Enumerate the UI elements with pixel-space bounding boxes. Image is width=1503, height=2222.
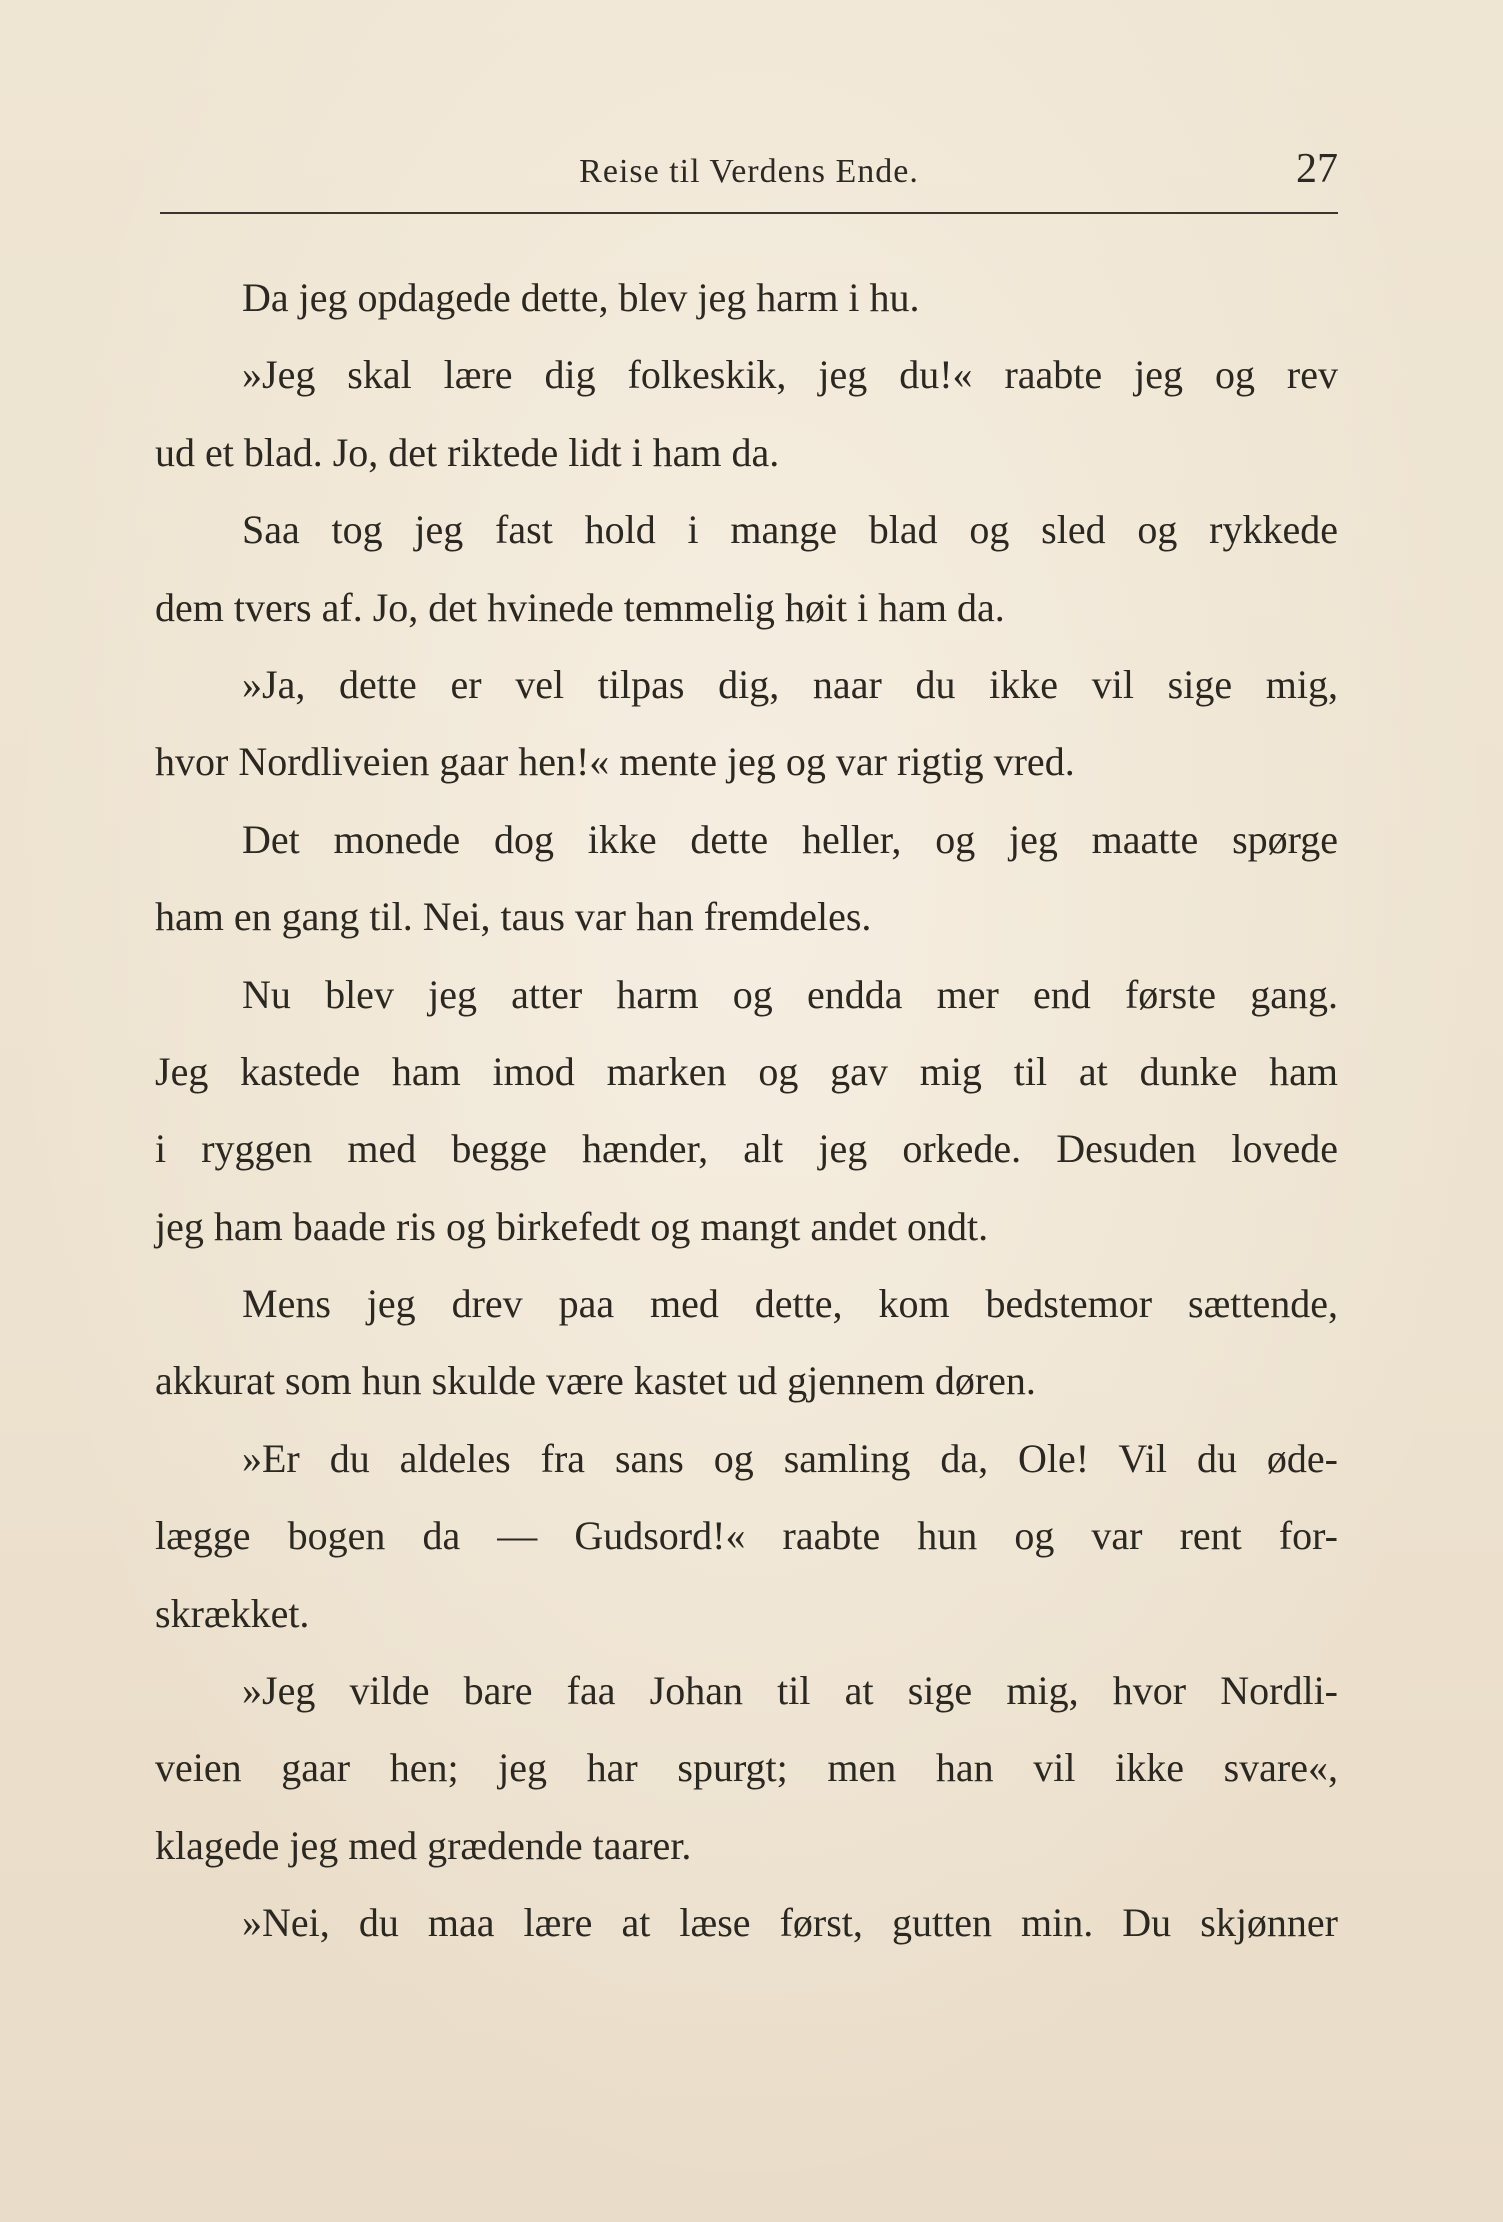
text-line: Saa tog jeg fast hold i mange blad og sled og rykkede [242,507,1338,553]
text-line: akkurat som hun skulde være kastet ud gjennem døren. [155,1358,1036,1404]
text-line: ham en gang til. Nei, taus var han fremdeles. [155,894,872,940]
text-line: Nu blev jeg atter harm og endda mer end første gang. [242,971,1338,1017]
text-line: lægge bogen da — Gudsord!« raabte hun og var rent for- [155,1513,1338,1559]
running-title: Reise til Verdens Ende. [579,153,919,190]
text-line: »Jeg skal lære dig folkeskik, jeg du!« raabte jeg og rev [242,352,1338,398]
text-line: dem tvers af. Jo, det hvinede temmelig høit i ham da. [155,584,1005,630]
text-line: »Nei, du maa lære at læse først, gutten min. Du skjønner [242,1900,1338,1946]
text-line: Jeg kastede ham imod marken og gav mig til at dunke ham [155,1048,1338,1094]
text-line: »Ja, dette er vel tilpas dig, naar du ikke vil sige mig, [242,661,1338,707]
text-line: skrækket. [155,1590,310,1636]
text-line: jeg ham baade ris og birkefedt og mangt andet ondt. [155,1203,989,1249]
page-number: 27 [1296,146,1338,192]
text-line: ud et blad. Jo, det riktede lidt i ham da. [155,429,780,475]
text-line: i ryggen med begge hænder, alt jeg orkede. Desuden lovede [155,1126,1338,1172]
header-rule [160,212,1338,214]
text-line: klagede jeg med grædende taarer. [155,1822,692,1868]
body-text [155,268,1338,1971]
text-line: Da jeg opdagede dette, blev jeg harm i hu. [242,275,920,320]
text-line: Mens jeg drev paa med dette, kom bedstemor sættende, [242,1281,1338,1327]
running-head [160,145,1338,205]
text-line: »Er du aldeles fra sans og samling da, Ole! Vil du øde- [242,1435,1338,1481]
text-line: Det monede dog ikke dette heller, og jeg maatte spørge [242,816,1338,862]
text-line: hvor Nordliveien gaar hen!« mente jeg og var rigtig vred. [155,739,1075,785]
text-line: veien gaar hen; jeg har spurgt; men han vil ikke svare«, [155,1745,1338,1791]
text-line: »Jeg vilde bare faa Johan til at sige mig, hvor Nordli- [242,1668,1338,1714]
